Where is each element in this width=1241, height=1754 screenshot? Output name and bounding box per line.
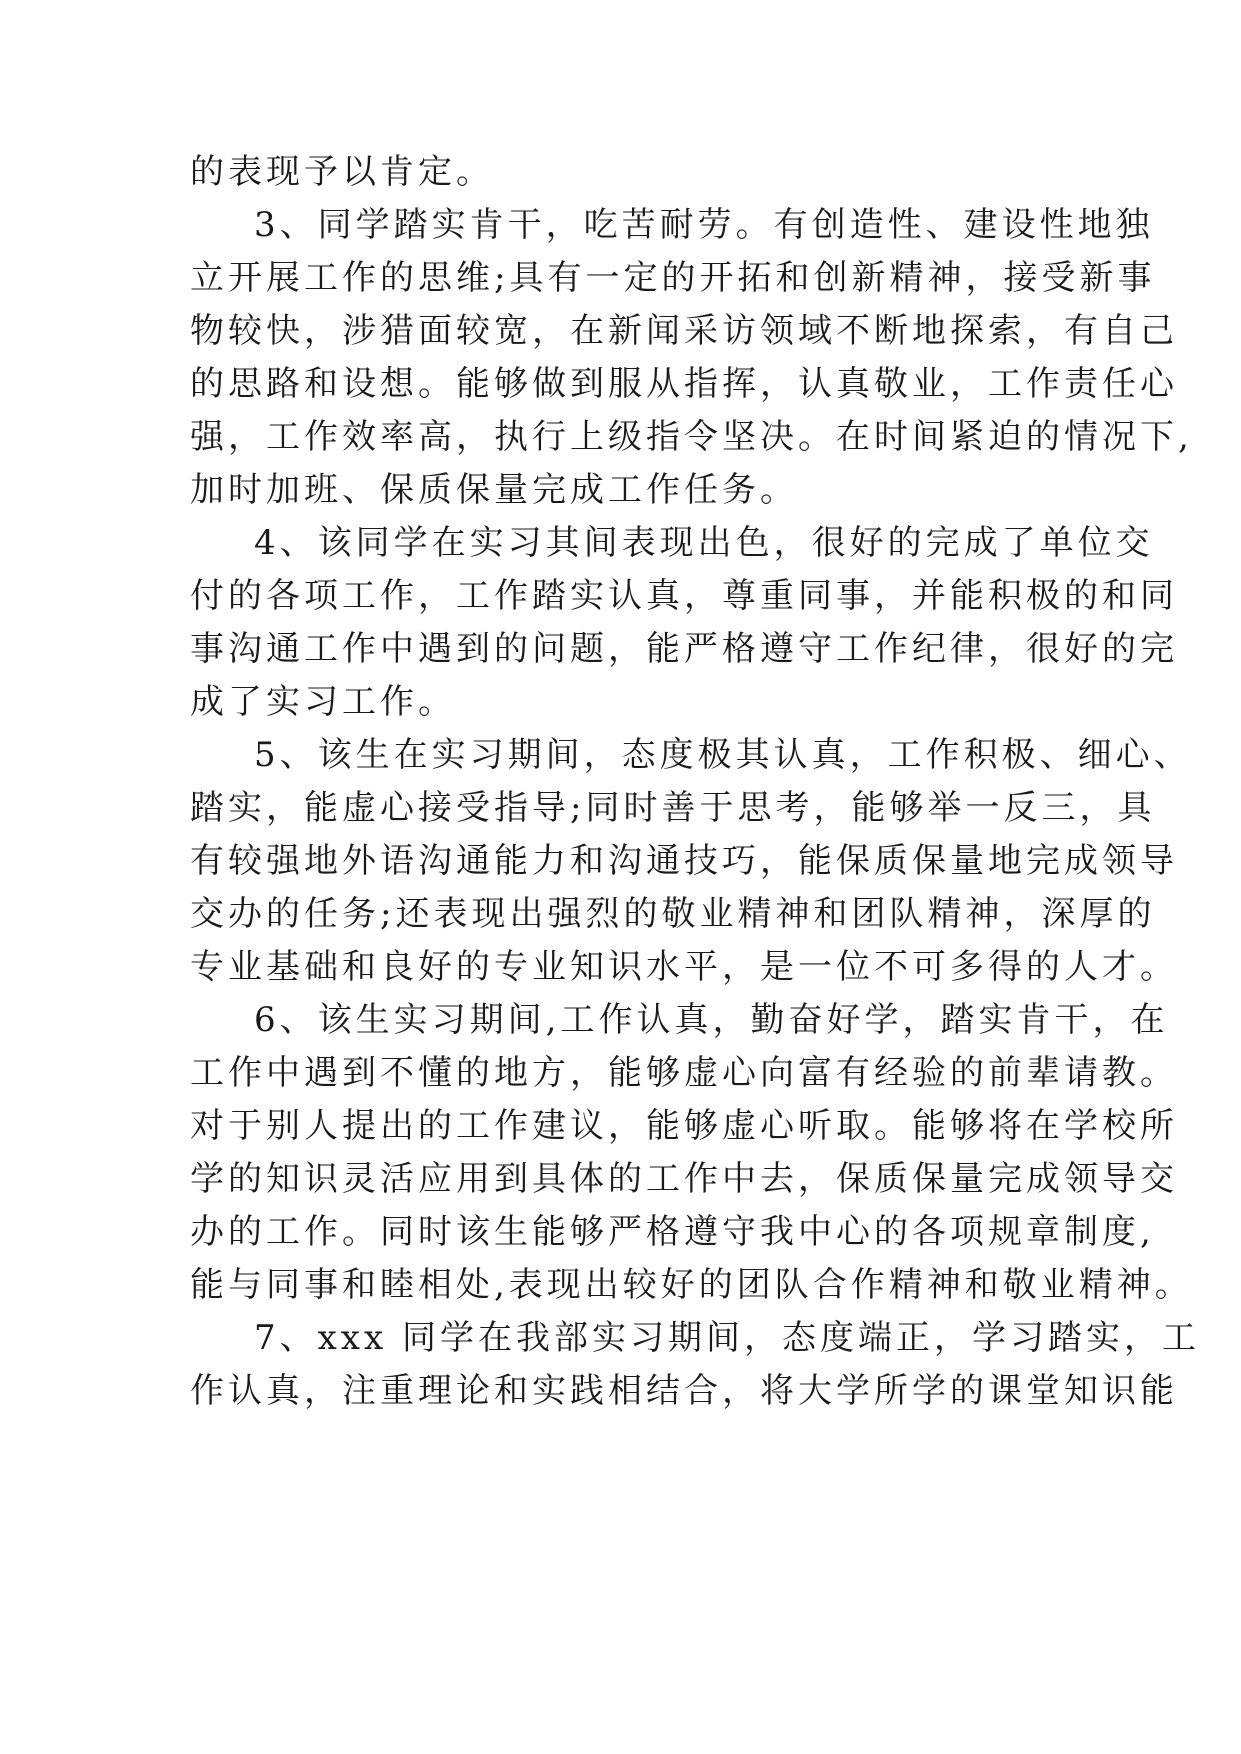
paragraph-line: 有较强地外语沟通能力和沟通技巧，能保质保量地完成领导 <box>190 841 1178 881</box>
paragraph-line: 付的各项工作，工作踏实认真，尊重同事，并能积极的和同 <box>190 576 1178 616</box>
paragraph-line: 能与同事和睦相处,表现出较好的团队合作精神和敬业精神。 <box>190 1265 1193 1305</box>
paragraph-line: 对于别人提出的工作建议，能够虚心听取。能够将在学校所 <box>190 1106 1178 1146</box>
paragraph-line: 的表现予以肯定。 <box>190 152 494 192</box>
paragraph-line: 6、该生实习期间,工作认真，勤奋好学，踏实肯干，在 <box>254 1000 1169 1040</box>
paragraph-line: 物较快，涉猎面较宽，在新闻采访领域不断地探索，有自己 <box>190 311 1178 351</box>
paragraph-line: 5、该生在实习期间，态度极其认真，工作积极、细心、 <box>254 735 1192 775</box>
paragraph-line: 工作中遇到不懂的地方，能够虚心向富有经验的前辈请教。 <box>190 1053 1178 1093</box>
paragraph-line: 踏实，能虚心接受指导;同时善于思考，能够举一反三，具 <box>190 788 1156 828</box>
paragraph-line: 4、该同学在实习其间表现出色，很好的完成了单位交 <box>254 523 1154 563</box>
paragraph-line: 事沟通工作中遇到的问题，能严格遵守工作纪律，很好的完 <box>190 629 1178 669</box>
paragraph-line: 3、同学踏实肯干，吃苦耐劳。有创造性、建设性地独 <box>254 205 1154 245</box>
paragraph-line: 加时加班、保质保量完成工作任务。 <box>190 470 798 510</box>
paragraph-line: 成了实习工作。 <box>190 682 456 722</box>
paragraph-line: 办的工作。同时该生能够严格遵守我中心的各项规章制度, <box>190 1212 1155 1252</box>
paragraph-line: 立开展工作的思维;具有一定的开拓和创新精神，接受新事 <box>190 258 1156 298</box>
paragraph-line: 的思路和设想。能够做到服从指挥，认真敬业，工作责任心 <box>190 364 1178 404</box>
paragraph-line: 强，工作效率高，执行上级指令坚决。在时间紧迫的情况下, <box>190 417 1193 457</box>
paragraph-line: 7、xxx 同学在我部实习期间，态度端正，学习踏实，工 <box>254 1318 1200 1358</box>
paragraph-line: 交办的任务;还表现出强烈的敬业精神和团队精神，深厚的 <box>190 894 1156 934</box>
paragraph-line: 作认真，注重理论和实践相结合，将大学所学的课堂知识能 <box>190 1371 1178 1411</box>
paragraph-line: 学的知识灵活应用到具体的工作中去，保质保量完成领导交 <box>190 1159 1178 1199</box>
paragraph-line: 专业基础和良好的专业知识水平，是一位不可多得的人才。 <box>190 947 1178 987</box>
